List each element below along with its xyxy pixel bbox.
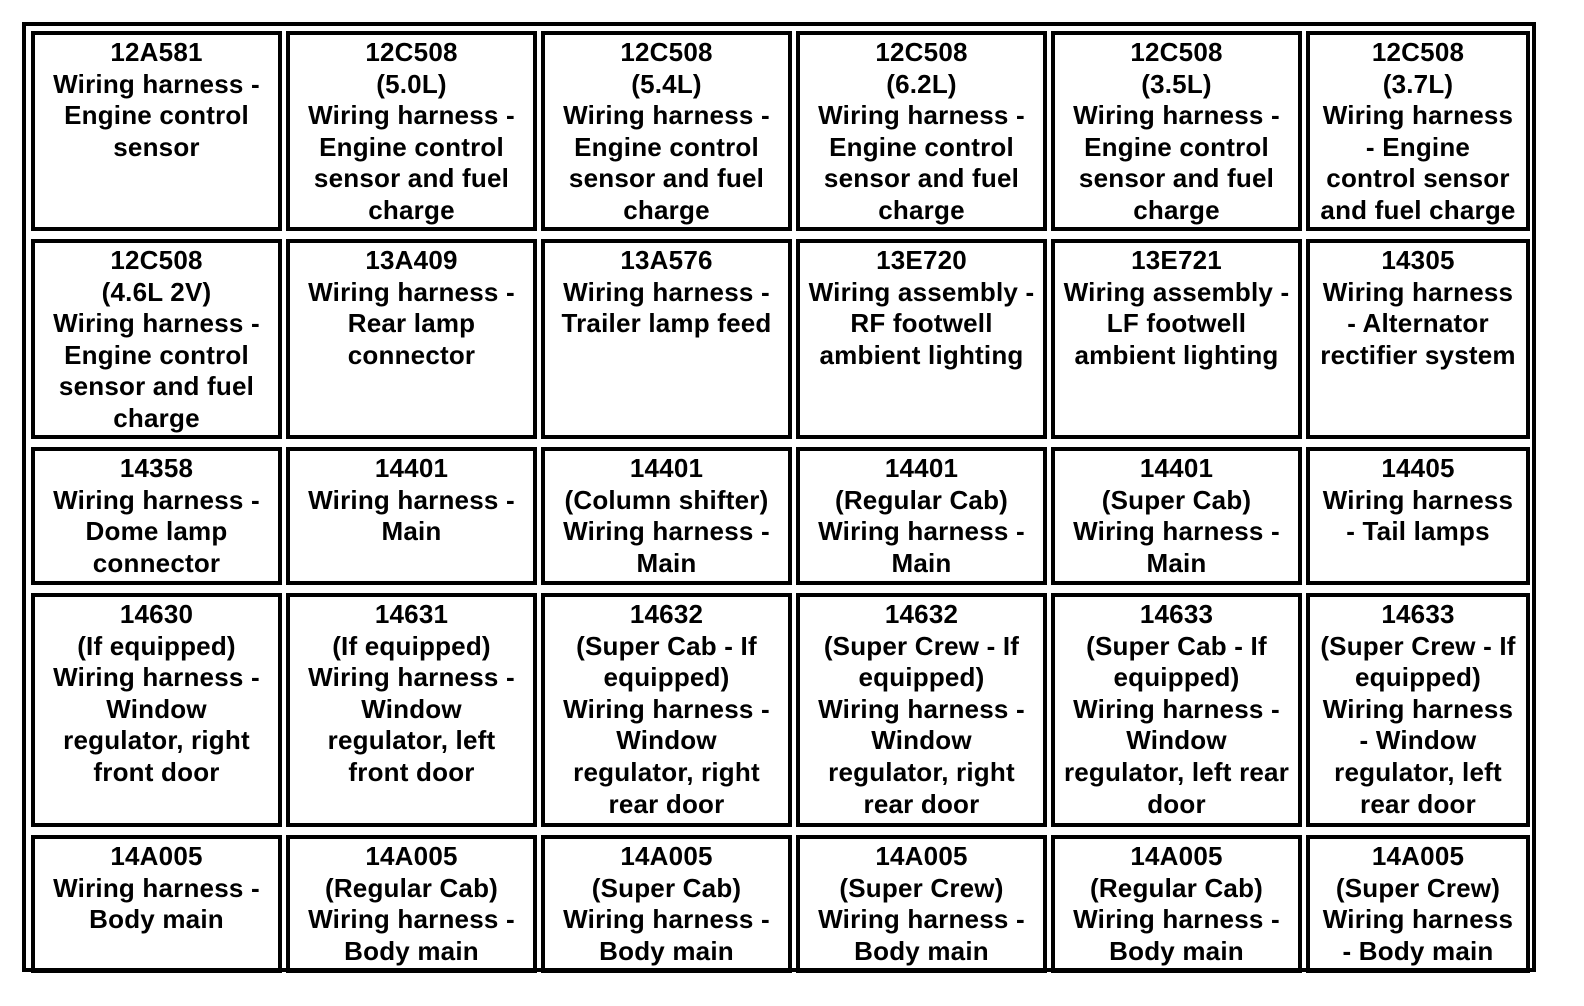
- part-number: 12C508: [110, 245, 203, 275]
- table-cell: [1306, 239, 1530, 439]
- part-description-line: Wiring harness: [1322, 484, 1514, 515]
- part-description-line: Wiring harness -: [308, 276, 515, 307]
- table-cell: [541, 239, 792, 439]
- part-description-line: Body main: [1109, 935, 1244, 966]
- table-cell: [796, 447, 1047, 585]
- table-cell: [796, 835, 1047, 973]
- part-description-line: (Super Crew - If: [1320, 630, 1516, 661]
- part-description-line: Wiring harness -: [563, 904, 770, 935]
- part-description-line: Engine control: [64, 100, 249, 131]
- part-number: 14405: [1381, 453, 1455, 483]
- part-description-line: Wiring harness: [1322, 693, 1514, 724]
- part-description-line: regulator, right: [63, 725, 250, 756]
- part-number: 14633: [1139, 599, 1214, 629]
- part-description-line: connector: [92, 547, 221, 578]
- table-cell: [31, 835, 282, 973]
- table-cell: [1306, 447, 1530, 585]
- part-description-line: equipped): [1113, 662, 1240, 693]
- part-description-line: (Super Cab): [1101, 484, 1252, 515]
- part-number: 14358: [119, 453, 194, 483]
- part-description-line: (Regular Cab): [834, 484, 1009, 515]
- part-number: 12C508: [1371, 37, 1465, 67]
- part-description-line: Wiring harness -: [308, 100, 515, 131]
- part-number: 12C508: [1130, 37, 1223, 67]
- part-description-line: Body main: [344, 935, 479, 966]
- part-description-line: (5.4L): [631, 68, 702, 99]
- table-cell: [1051, 239, 1302, 439]
- table-cell: [1051, 31, 1302, 231]
- table-cell: [541, 31, 792, 231]
- part-description-line: Main: [636, 547, 697, 578]
- part-description-line: Engine control: [64, 339, 249, 370]
- part-description-line: Wiring harness -: [308, 662, 515, 693]
- part-number: 14631: [374, 599, 449, 629]
- part-description-line: Wiring harness -: [563, 693, 770, 724]
- part-description-line: (If equipped): [77, 630, 236, 661]
- part-number: 14401: [374, 453, 449, 483]
- parts-table: [31, 31, 1527, 966]
- part-description-line: - Alternator: [1347, 308, 1489, 339]
- part-description-line: (Regular Cab): [1089, 872, 1264, 903]
- part-description-line: (Regular Cab): [324, 872, 499, 903]
- table-cell: [1051, 835, 1302, 973]
- part-description-line: sensor and fuel: [313, 163, 510, 194]
- part-description-line: (3.7L): [1382, 68, 1454, 99]
- part-description-line: Body main: [89, 904, 224, 935]
- part-number: 14401: [884, 453, 959, 483]
- part-description-line: Wiring harness -: [1073, 904, 1280, 935]
- part-description-line: equipped): [858, 662, 985, 693]
- part-description-line: Wiring assembly -: [808, 276, 1035, 307]
- part-description-line: Wiring harness -: [1073, 693, 1280, 724]
- part-description-line: Wiring harness -: [53, 308, 260, 339]
- table-cell: [796, 593, 1047, 827]
- part-description-line: charge: [878, 194, 965, 225]
- part-description-line: (Super Cab - If: [576, 630, 757, 661]
- part-description-line: sensor and fuel: [58, 371, 255, 402]
- table-cell: [1306, 31, 1530, 231]
- part-description-line: Wiring harness -: [53, 662, 260, 693]
- part-number: 14A005: [110, 841, 203, 871]
- part-description-line: Engine control: [829, 131, 1014, 162]
- part-description-line: (Super Cab - If: [1086, 630, 1267, 661]
- part-description-line: (3.5L): [1141, 68, 1212, 99]
- part-number: 14401: [629, 453, 704, 483]
- part-description-line: Wiring harness -: [563, 276, 770, 307]
- part-number: 13E721: [1131, 245, 1222, 275]
- table-cell: [286, 835, 537, 973]
- part-description-line: ambient lighting: [1074, 339, 1279, 370]
- part-description-line: Wiring harness -: [818, 904, 1025, 935]
- table-cell: [1051, 447, 1302, 585]
- part-description-line: regulator, left: [327, 725, 496, 756]
- part-description-line: Wiring harness -: [1073, 100, 1280, 131]
- part-description-line: Wiring harness -: [308, 904, 515, 935]
- part-number: 14A005: [1130, 841, 1223, 871]
- part-description-line: rear door: [608, 788, 725, 819]
- part-number: 14A005: [875, 841, 968, 871]
- part-description-line: Trailer lamp feed: [561, 308, 772, 339]
- part-description-line: Engine control: [319, 131, 504, 162]
- table-cell: [1051, 593, 1302, 827]
- part-description-line: - Tail lamps: [1346, 516, 1490, 547]
- part-description-line: (5.0L): [376, 68, 447, 99]
- part-number: 14A005: [365, 841, 458, 871]
- part-description-line: front door: [93, 756, 220, 787]
- part-number: 13E720: [876, 245, 967, 275]
- table-cell: [1306, 593, 1530, 827]
- part-description-line: Window: [106, 693, 207, 724]
- part-description-line: Wiring harness: [1322, 100, 1514, 131]
- table-cell: [286, 593, 537, 827]
- part-number: 14633: [1381, 599, 1455, 629]
- part-description-line: (4.6L 2V): [101, 276, 212, 307]
- part-description-line: Window: [871, 725, 972, 756]
- part-description-line: Wiring harness -: [818, 100, 1025, 131]
- part-number: 12A581: [110, 37, 203, 67]
- part-description-line: - Body main: [1342, 935, 1494, 966]
- part-description-line: Main: [1146, 547, 1207, 578]
- table-cell: [286, 447, 537, 585]
- part-description-line: (Super Crew): [839, 872, 1004, 903]
- part-description-line: (Super Crew): [1335, 872, 1501, 903]
- table-cell: [541, 447, 792, 585]
- part-number: 13A409: [365, 245, 458, 275]
- table-cell: [1306, 835, 1530, 973]
- part-description-line: (Super Cab): [591, 872, 742, 903]
- table-cell: [796, 31, 1047, 231]
- table-cell: [286, 31, 537, 231]
- part-number: 14A005: [1371, 841, 1465, 871]
- part-description-line: charge: [1133, 194, 1220, 225]
- part-description-line: - Window: [1359, 725, 1477, 756]
- part-description-line: front door: [348, 756, 475, 787]
- part-description-line: Wiring harness -: [53, 872, 260, 903]
- table-cell: [31, 593, 282, 827]
- part-number: 13A576: [620, 245, 713, 275]
- table-cell: [31, 31, 282, 231]
- part-description-line: rear door: [1360, 788, 1476, 819]
- part-description-line: Wiring harness -: [53, 484, 260, 515]
- part-description-line: Window: [361, 693, 462, 724]
- part-description-line: (Column shifter): [564, 484, 769, 515]
- part-description-line: charge: [113, 402, 200, 433]
- part-description-line: door: [1147, 788, 1206, 819]
- part-description-line: Wiring harness -: [818, 693, 1025, 724]
- part-description-line: - Engine: [1365, 131, 1471, 162]
- part-description-line: Window: [1126, 725, 1227, 756]
- part-description-line: Dome lamp: [85, 516, 228, 547]
- part-description-line: regulator, left rear: [1063, 756, 1290, 787]
- table-cell: [541, 593, 792, 827]
- part-description-line: Wiring harness -: [308, 484, 515, 515]
- table-cell: [541, 835, 792, 973]
- part-description-line: Wiring harness -: [563, 100, 770, 131]
- part-description-line: control sensor: [1326, 163, 1510, 194]
- part-description-line: (6.2L): [886, 68, 957, 99]
- part-description-line: Main: [381, 516, 442, 547]
- part-number: 14A005: [620, 841, 713, 871]
- part-description-line: (If equipped): [332, 630, 491, 661]
- part-description-line: Body main: [599, 935, 734, 966]
- part-description-line: LF footwell: [1106, 308, 1247, 339]
- part-description-line: connector: [347, 339, 476, 370]
- table-cell: [31, 239, 282, 439]
- part-description-line: Main: [891, 547, 952, 578]
- part-description-line: Body main: [854, 935, 989, 966]
- part-description-line: Wiring harness -: [53, 68, 260, 99]
- part-number: 12C508: [875, 37, 968, 67]
- part-description-line: equipped): [1354, 662, 1481, 693]
- part-description-line: regulator, right: [828, 756, 1015, 787]
- part-description-line: Window: [616, 725, 717, 756]
- part-description-line: Wiring harness: [1322, 276, 1514, 307]
- part-description-line: Wiring harness -: [1073, 516, 1280, 547]
- part-description-line: Engine control: [1084, 131, 1269, 162]
- part-description-line: ambient lighting: [819, 339, 1024, 370]
- part-number: 14305: [1381, 245, 1455, 275]
- part-number: 12C508: [620, 37, 713, 67]
- part-description-line: sensor and fuel: [1078, 163, 1275, 194]
- part-number: 14632: [884, 599, 959, 629]
- part-description-line: charge: [368, 194, 455, 225]
- part-description-line: regulator, left: [1334, 756, 1502, 787]
- part-description-line: and fuel charge: [1320, 194, 1516, 225]
- part-description-line: rear door: [863, 788, 980, 819]
- part-description-line: Wiring assembly -: [1063, 276, 1290, 307]
- part-description-line: equipped): [603, 662, 730, 693]
- part-description-line: regulator, right: [573, 756, 760, 787]
- part-description-line: charge: [623, 194, 710, 225]
- part-number: 14401: [1139, 453, 1214, 483]
- table-cell: [286, 239, 537, 439]
- part-description-line: Wiring harness -: [563, 516, 770, 547]
- part-number: 12C508: [365, 37, 458, 67]
- part-description-line: sensor and fuel: [823, 163, 1020, 194]
- part-description-line: sensor: [113, 131, 200, 162]
- table-cell: [796, 239, 1047, 439]
- part-description-line: RF footwell: [850, 308, 993, 339]
- part-number: 14632: [629, 599, 704, 629]
- part-description-line: sensor and fuel: [568, 163, 765, 194]
- parts-table-frame: [22, 22, 1536, 972]
- part-description-line: Wiring harness: [1322, 904, 1514, 935]
- part-description-line: rectifier system: [1320, 339, 1516, 370]
- table-cell: [31, 447, 282, 585]
- part-number: 14630: [119, 599, 194, 629]
- part-description-line: Rear lamp: [347, 308, 476, 339]
- part-description-line: Engine control: [574, 131, 759, 162]
- part-description-line: (Super Crew - If: [823, 630, 1020, 661]
- part-description-line: Wiring harness -: [818, 516, 1025, 547]
